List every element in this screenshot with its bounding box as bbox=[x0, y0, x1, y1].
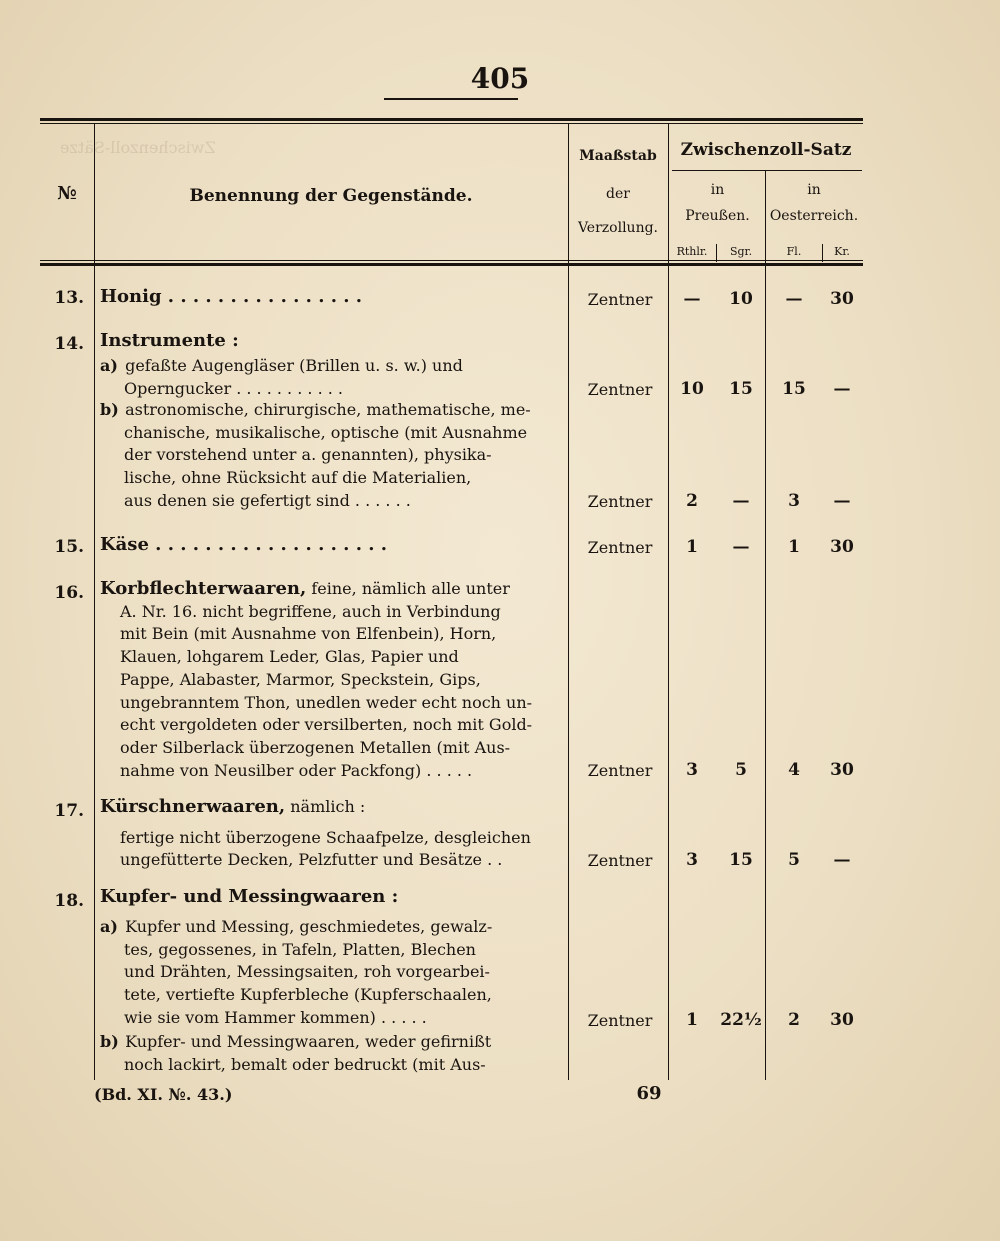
header-prussia-line1: in bbox=[710, 182, 725, 198]
sub-item bbox=[100, 916, 560, 1030]
header-number: № bbox=[57, 183, 77, 204]
rate-sgr: 22½ bbox=[720, 1010, 762, 1030]
sub-item-line: astronomische, chirurgische, mathematische, me- bbox=[125, 400, 531, 419]
sub-item-label: b) bbox=[100, 1032, 119, 1051]
sub-item-label: a) bbox=[100, 917, 118, 936]
row-number: 14. bbox=[54, 334, 84, 354]
table-top-rule-thin bbox=[40, 123, 863, 124]
row-title-rest: feine, nämlich alle unter bbox=[306, 579, 510, 598]
row-number: 17. bbox=[54, 801, 84, 821]
rate-rthlr: 1 bbox=[686, 537, 698, 557]
rate-kr: 30 bbox=[830, 1010, 854, 1030]
rate-rthlr: 3 bbox=[686, 850, 698, 870]
header-rthlr: Rthlr. bbox=[676, 245, 708, 258]
rate-sgr: — bbox=[732, 491, 750, 511]
rate-sgr: 15 bbox=[729, 379, 753, 399]
row-title: Käse . . . . . . . . . . . . . . . . . . . bbox=[100, 534, 388, 555]
row-designation bbox=[100, 330, 560, 353]
rate-header-rule bbox=[672, 170, 862, 171]
row-title: Instrumente : bbox=[100, 330, 239, 351]
row-number: 18. bbox=[54, 891, 84, 911]
row-designation bbox=[100, 578, 560, 782]
rate-kr: 30 bbox=[830, 760, 854, 780]
row-unit: Zentner bbox=[587, 290, 653, 309]
sub-item-line: Kupfer- und Messingwaaren, weder gefirnißt bbox=[125, 1032, 492, 1051]
row-number: 13. bbox=[54, 288, 84, 308]
rate-fl: — bbox=[785, 289, 803, 309]
sub-item bbox=[100, 399, 560, 513]
rate-rthlr: 2 bbox=[686, 491, 698, 511]
row-line: ungebranntem Thon, unedlen weder echt noch un- bbox=[120, 692, 533, 712]
sub-item-label: a) bbox=[100, 356, 118, 375]
volume-reference: (Bd. XI. №. 43.) bbox=[94, 1085, 233, 1104]
sub-item-line: noch lackirt, bemalt oder bedruckt (mit Aus- bbox=[124, 1054, 486, 1074]
rate-kr: 30 bbox=[830, 537, 854, 557]
sub-item-line: tete, vertiefte Kupferbleche (Kupferschaalen, bbox=[124, 985, 492, 1005]
row-line: oder Silberlack überzogenen Metallen (mit Aus- bbox=[120, 737, 511, 757]
rate-rthlr: 10 bbox=[680, 379, 704, 399]
row-unit: Zentner bbox=[587, 851, 653, 870]
header-unit-line2: der bbox=[606, 186, 630, 202]
row-designation bbox=[100, 534, 560, 557]
rate-kr: 30 bbox=[830, 289, 854, 309]
row-line: A. Nr. 16. nicht begriffene, auch in Verbindung bbox=[120, 601, 501, 621]
sub-item-line: Kupfer und Messing, geschmiedetes, gewalz- bbox=[125, 917, 493, 936]
page-number: 405 bbox=[470, 62, 530, 95]
header-sgr: Sgr. bbox=[729, 245, 753, 258]
sub-item-line: aus denen sie gefertigt sind . . . . . . bbox=[124, 490, 411, 510]
rate-sgr: 5 bbox=[735, 760, 747, 780]
table-top-rule bbox=[40, 118, 863, 121]
header-designation: Benennung der Gegenstände. bbox=[189, 186, 473, 206]
row-line: Pappe, Alabaster, Marmor, Speckstein, Gips, bbox=[120, 669, 481, 689]
table-header-rule bbox=[40, 263, 863, 266]
rate-fl: 2 bbox=[788, 1010, 800, 1030]
sub-item bbox=[100, 355, 560, 400]
row-line: ungefütterte Decken, Pelzfutter und Besätze . . bbox=[120, 850, 503, 870]
rate-sgr: — bbox=[732, 537, 750, 557]
bleed-through-text: Zwischenzoll-Sätze bbox=[60, 138, 216, 157]
row-title: Kupfer- und Messingwaaren : bbox=[100, 886, 399, 907]
row-title: Honig . . . . . . . . . . . . . . . . bbox=[100, 286, 363, 307]
rate-rthlr: 3 bbox=[686, 760, 698, 780]
column-divider-nr bbox=[94, 123, 95, 1080]
row-unit: Zentner bbox=[587, 761, 653, 780]
rate-rthlr: — bbox=[683, 289, 701, 309]
sub-item-line: der vorstehend unter a. genannten), physika- bbox=[124, 445, 492, 465]
header-fl: Fl. bbox=[786, 245, 802, 258]
sub-item-line: chanische, musikalische, optische (mit Ausnahme bbox=[124, 422, 528, 442]
sub-item-label: b) bbox=[100, 400, 119, 419]
column-divider-name bbox=[568, 123, 569, 1080]
row-unit: Zentner bbox=[587, 492, 653, 511]
header-austria-line2: Oesterreich. bbox=[769, 208, 859, 224]
rate-kr: — bbox=[833, 491, 851, 511]
sub-item-line: Operngucker . . . . . . . . . . . bbox=[124, 378, 343, 398]
header-kr: Kr. bbox=[834, 245, 850, 258]
header-unit-line1: Maaßstab bbox=[579, 148, 657, 164]
row-designation bbox=[100, 796, 560, 872]
signature-number: 69 bbox=[636, 1083, 662, 1104]
row-number: 15. bbox=[54, 537, 84, 557]
rate-fl: 3 bbox=[788, 491, 800, 511]
row-title: Korbflechterwaaren, bbox=[100, 578, 307, 599]
row-unit: Zentner bbox=[587, 1011, 653, 1030]
sub-item-line: gefaßte Augengläser (Brillen u. s. w.) und bbox=[125, 356, 463, 375]
row-title: Kürschnerwaaren, bbox=[100, 796, 286, 817]
header-rate: Zwischenzoll-Satz bbox=[680, 140, 852, 160]
sub-item-line: lische, ohne Rücksicht auf die Materialien, bbox=[124, 468, 472, 488]
sub-item-line: und Drähten, Messingsaiten, roh vorgearbei- bbox=[124, 962, 490, 982]
sub-item-line: tes, gegossenes, in Tafeln, Platten, Blechen bbox=[124, 939, 476, 959]
table-header-rule-thin bbox=[40, 260, 863, 261]
rate-sgr: 15 bbox=[729, 850, 753, 870]
rate-fl: 5 bbox=[788, 850, 800, 870]
row-designation bbox=[100, 286, 560, 309]
rate-kr: — bbox=[833, 850, 851, 870]
rate-fl: 15 bbox=[782, 379, 806, 399]
header-unit-line3: Verzollung. bbox=[577, 220, 658, 236]
rate-fl: 1 bbox=[788, 537, 800, 557]
header-austria-line1: in bbox=[807, 182, 821, 198]
row-title-rest: nämlich : bbox=[285, 797, 366, 816]
sub-item-line: wie sie vom Hammer kommen) . . . . . bbox=[124, 1007, 427, 1027]
sub-item bbox=[100, 1031, 560, 1076]
row-line: echt vergoldeten oder versilberten, noch mit Gold- bbox=[120, 715, 533, 735]
row-line: nahme von Neusilber oder Packfong) . . . . . bbox=[120, 760, 473, 780]
row-line: mit Bein (mit Ausnahme von Elfenbein), Horn, bbox=[120, 624, 497, 644]
rate-fl: 4 bbox=[788, 760, 800, 780]
page-number-rule bbox=[384, 98, 518, 100]
row-unit: Zentner bbox=[587, 380, 653, 399]
row-unit: Zentner bbox=[587, 538, 653, 557]
header-prussia-line2: Preußen. bbox=[685, 208, 750, 224]
row-number: 16. bbox=[54, 583, 84, 603]
row-line: Klauen, lohgarem Leder, Glas, Papier und bbox=[120, 647, 459, 667]
rate-sgr: 10 bbox=[729, 289, 753, 309]
row-designation bbox=[100, 886, 560, 909]
row-line: fertige nicht überzogene Schaafpelze, desgleichen bbox=[120, 827, 531, 847]
column-divider-unit bbox=[668, 123, 669, 1080]
rate-kr: — bbox=[833, 379, 851, 399]
rate-rthlr: 1 bbox=[686, 1010, 698, 1030]
